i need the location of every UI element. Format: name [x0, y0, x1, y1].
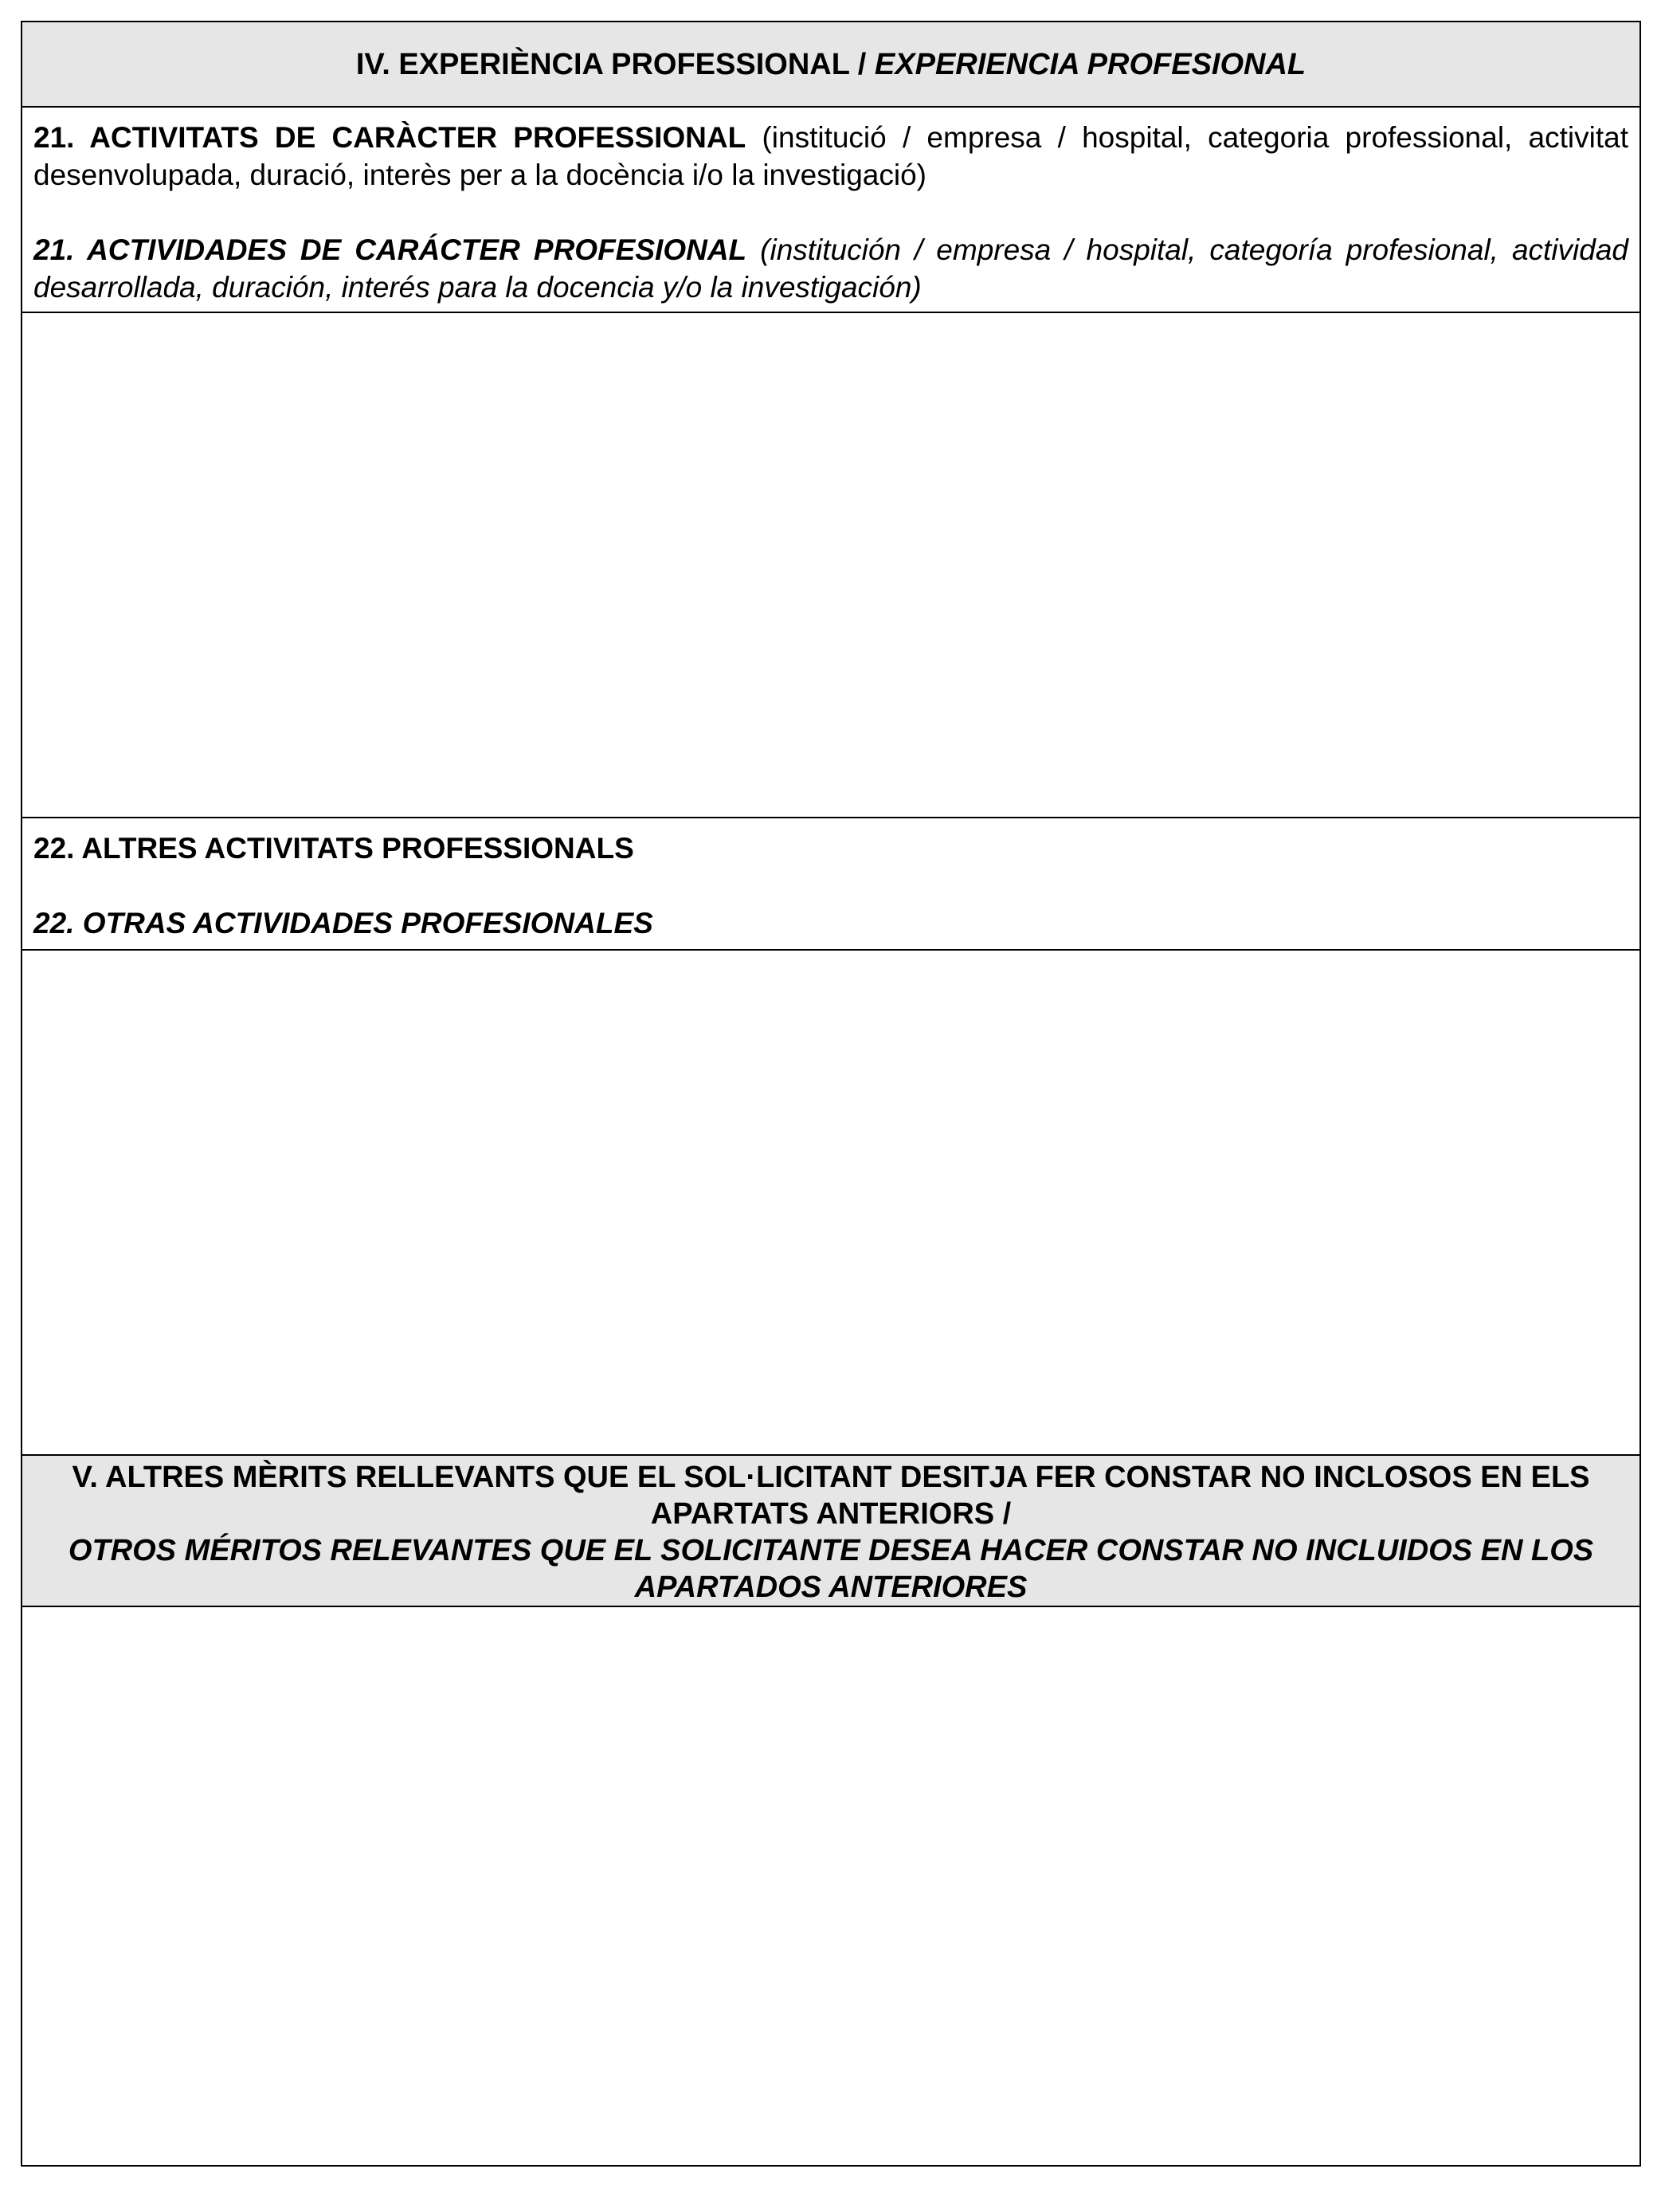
section-v-answer-field[interactable] [22, 1607, 1639, 2165]
section-iv-title-es: EXPERIENCIA PROFESIONAL [874, 48, 1306, 81]
item-21-label [22, 108, 1639, 313]
section-iv-header [22, 22, 1639, 108]
item-21-es-description: (institución / empresa / hospital, categoría profesional, actividad desarrollada, duración, interés para la docencia y/o la investigación) [33, 233, 1628, 304]
section-v-title-ca: V. ALTRES MÈRITS RELLEVANTS QUE EL SOL·LICITANT DESITJA FER CONSTAR NO INCLOSOS EN ELS APARTATS ANTERIORS / [72, 1461, 1590, 1531]
item-21-es [33, 231, 1628, 306]
section-iv-title-ca: IV. EXPERIÈNCIA PROFESSIONAL / [355, 48, 867, 81]
item-21-answer-field[interactable] [22, 313, 1639, 818]
cv-form-table [21, 21, 1641, 2167]
section-v-header [22, 1456, 1639, 1607]
item-21-ca [33, 119, 1628, 194]
item-22-answer-field[interactable] [22, 951, 1639, 1456]
item-22-ca: 22. ALTRES ACTIVITATS PROFESSIONALS [33, 832, 634, 865]
item-22-label [22, 818, 1639, 951]
section-v-title-es: OTROS MÉRITOS RELEVANTES QUE EL SOLICITANTE DESEA HACER CONSTAR NO INCLUIDOS EN LOS APARTADOS ANTERIORES [68, 1534, 1594, 1604]
item-21-ca-description: (institució / empresa / hospital, categoria professional, activitat desenvolupada, duració, interès per a la docència i/o la investigació) [33, 121, 1628, 191]
item-21-es-title: 21. ACTIVIDADES DE CARÁCTER PROFESIONAL [33, 233, 747, 266]
item-21-ca-title: 21. ACTIVITATS DE CARÀCTER PROFESSIONAL [33, 121, 746, 154]
item-22-es: 22. OTRAS ACTIVIDADES PROFESIONALES [33, 907, 653, 939]
